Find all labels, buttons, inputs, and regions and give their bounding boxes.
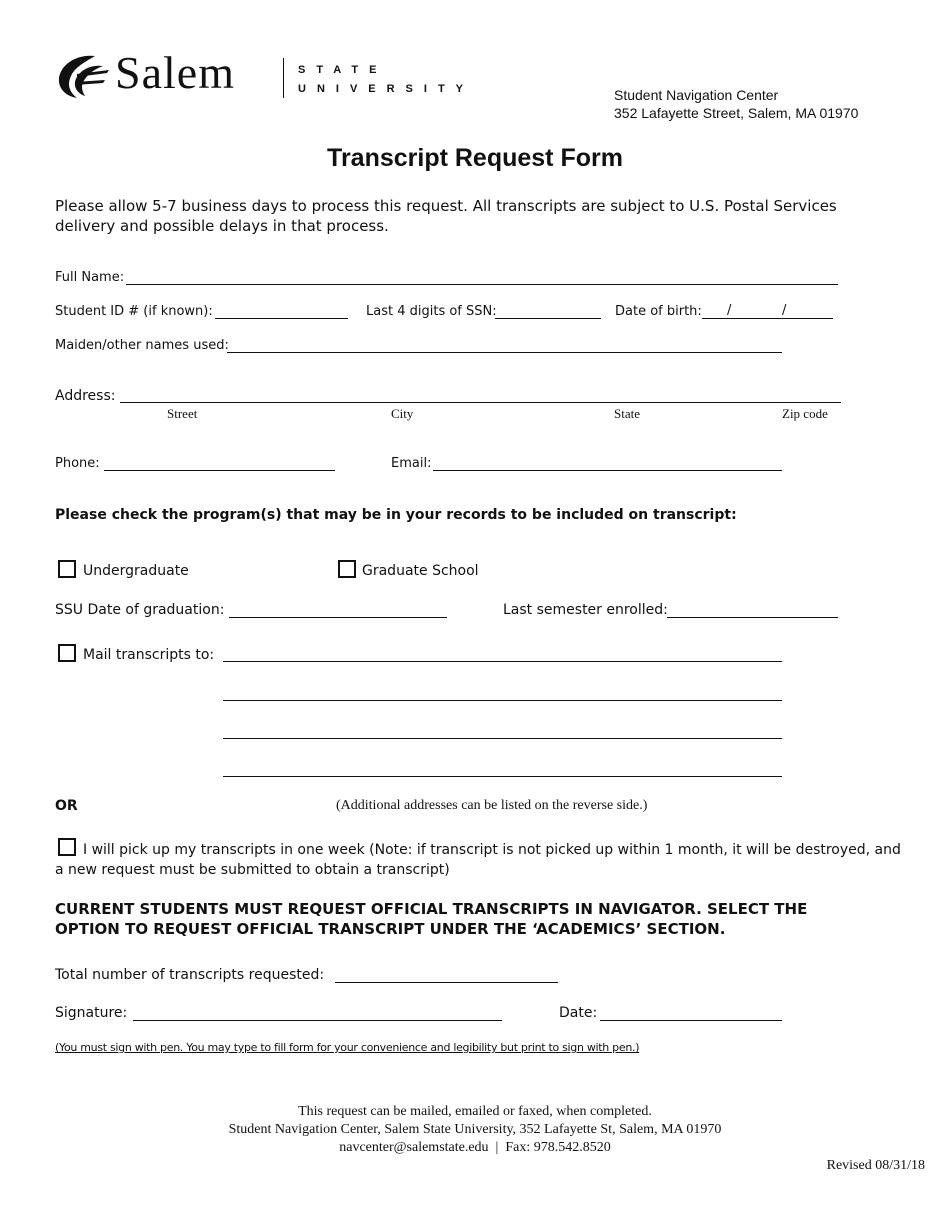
undergraduate-label: Undergraduate bbox=[83, 563, 189, 579]
pickup-line-2: a new request must be submitted to obtain a transcript) bbox=[55, 862, 450, 878]
address-label: Address: bbox=[55, 388, 116, 404]
last-semester-label: Last semester enrolled: bbox=[503, 602, 668, 618]
office-address: 352 Lafayette Street, Salem, MA 01970 bbox=[614, 105, 859, 121]
salem-swoosh-icon bbox=[55, 52, 113, 102]
additional-addresses-note: (Additional addresses can be listed on the reverse side.) bbox=[336, 798, 648, 813]
programs-heading: Please check the program(s) that may be in your records to be included on transcript: bbox=[55, 507, 737, 523]
maiden-names-field[interactable] bbox=[227, 352, 782, 353]
footer-line-2: Student Navigation Center, Salem State University, 352 Lafayette St, Salem, MA 01970 bbox=[228, 1122, 722, 1137]
address-street-caption: Street bbox=[167, 406, 198, 421]
footer-line-1: This request can be mailed, emailed or faxed, when completed. bbox=[298, 1104, 652, 1119]
logo-wordmark: Salem bbox=[115, 47, 235, 98]
university-logo bbox=[55, 47, 495, 104]
dob-label: Date of birth: bbox=[615, 304, 702, 319]
last-semester-field[interactable] bbox=[667, 617, 838, 618]
undergraduate-checkbox[interactable] bbox=[58, 560, 76, 578]
graduate-school-label: Graduate School bbox=[362, 563, 479, 579]
ssn-label: Last 4 digits of SSN: bbox=[366, 304, 497, 319]
logo-state: STATE bbox=[298, 64, 388, 76]
dob-separator-2: / bbox=[782, 303, 787, 318]
page-title: Transcript Request Form bbox=[327, 144, 623, 172]
logo-university: UNIVERSITY bbox=[298, 83, 475, 95]
dob-field[interactable] bbox=[702, 318, 833, 319]
student-id-field[interactable] bbox=[215, 318, 348, 319]
maiden-names-label: Maiden/other names used: bbox=[55, 338, 229, 353]
address-zip-caption: Zip code bbox=[782, 406, 828, 421]
total-transcripts-field[interactable] bbox=[335, 982, 558, 983]
date-field[interactable] bbox=[600, 1020, 782, 1021]
notice-line-1: CURRENT STUDENTS MUST REQUEST OFFICIAL TRANSCRIPTS IN NAVIGATOR. SELECT THE bbox=[55, 900, 808, 918]
signature-field[interactable] bbox=[133, 1020, 502, 1021]
email-field[interactable] bbox=[433, 470, 782, 471]
intro-line-2: delivery and possible delays in that process. bbox=[55, 217, 389, 235]
email-label: Email: bbox=[391, 456, 432, 471]
revised-date: Revised 08/31/18 bbox=[826, 1158, 925, 1173]
dob-separator-1: / bbox=[727, 303, 732, 318]
address-city-caption: City bbox=[391, 406, 414, 421]
phone-label: Phone: bbox=[55, 456, 100, 471]
mail-address-line-3[interactable] bbox=[223, 738, 782, 739]
mail-address-line-1[interactable] bbox=[223, 661, 782, 662]
student-id-label: Student ID # (if known): bbox=[55, 304, 213, 319]
ssn-field[interactable] bbox=[495, 318, 601, 319]
pen-note: (You must sign with pen. You may type to fill form for your convenience and legibility but print to sign with pen.) bbox=[55, 1041, 640, 1054]
mail-transcripts-label: Mail transcripts to: bbox=[83, 647, 215, 663]
notice-line-2: OPTION TO REQUEST OFFICIAL TRANSCRIPT UNDER THE ‘ACADEMICS’ SECTION. bbox=[55, 920, 726, 938]
graduate-school-checkbox[interactable] bbox=[338, 560, 356, 578]
mail-transcripts-checkbox[interactable] bbox=[58, 644, 76, 662]
graduation-date-field[interactable] bbox=[229, 617, 447, 618]
phone-field[interactable] bbox=[104, 470, 335, 471]
pickup-line-1: I will pick up my transcripts in one week (Note: if transcript is not picked up within 1 month, it will be destroyed, and bbox=[83, 842, 901, 858]
total-transcripts-label: Total number of transcripts requested: bbox=[55, 967, 325, 983]
or-label: OR bbox=[55, 798, 78, 814]
full-name-field[interactable] bbox=[126, 284, 838, 285]
full-name-label: Full Name: bbox=[55, 270, 125, 285]
pickup-checkbox[interactable] bbox=[58, 838, 76, 856]
footer-line-3: navcenter@salemstate.edu | Fax: 978.542.8520 bbox=[339, 1140, 611, 1155]
office-name: Student Navigation Center bbox=[614, 87, 779, 103]
date-label: Date: bbox=[559, 1005, 598, 1021]
address-field[interactable] bbox=[120, 402, 841, 403]
logo-divider bbox=[283, 58, 284, 98]
mail-address-line-2[interactable] bbox=[223, 700, 782, 701]
intro-line-1: Please allow 5-7 business days to process this request. All transcripts are subject to U.S. Postal Services bbox=[55, 197, 837, 215]
mail-address-line-4[interactable] bbox=[223, 776, 782, 777]
graduation-date-label: SSU Date of graduation: bbox=[55, 602, 225, 618]
signature-label: Signature: bbox=[55, 1005, 128, 1021]
address-state-caption: State bbox=[614, 406, 640, 421]
